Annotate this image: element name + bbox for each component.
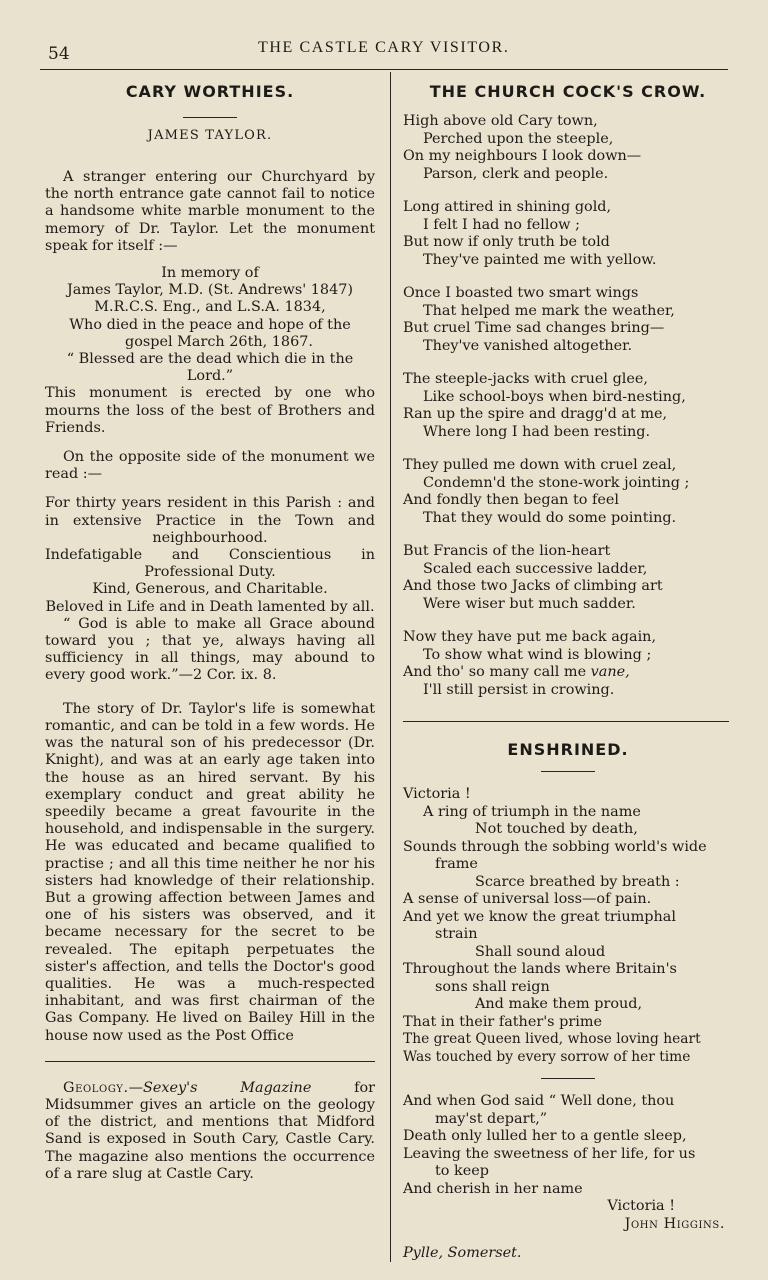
poem-stanza [403,457,733,527]
poem-line: Where long I had been resting. [423,423,651,440]
epitaph-line: In memory of [161,265,259,282]
poem-line: Scarce breathed by breath : [475,873,680,890]
poem-line: Scaled each successive ladder, [423,560,648,577]
epitaph-line: “ Blessed are the dead which die in the Lord.” [66,351,354,385]
enshrined-poem-part2 [403,1093,733,1233]
poem-line: Death only lulled her to a gentle sleep, [403,1128,687,1144]
section-rule [403,721,729,722]
intro-paragraph: A stranger entering our Churchyard by the north entrance gate cannot fail to notice a handsome white marble monument to the memory of Dr. Taylor. Let the monument speak for itself :— [45,169,375,254]
epitaph-line: This monument is erected by one who mourns the loss of the best of Brothers and Friends. [45,385,375,436]
poem-line: Not touched by death, [475,821,638,837]
poem-line: That in their father's prime [403,1013,602,1030]
left-column [45,82,375,1183]
epitaph-back [45,495,375,684]
poem-line: Once I boasted two smart wings [403,285,639,301]
running-title: THE CASTLE CARY VISITOR. [258,39,510,56]
section-title-cary-worthies: CARY WORTHIES. [125,82,295,101]
poem-line: That helped me mark the weather, [423,302,675,319]
poem-title-church-cock: THE CHURCH COCK'S CROW. [429,82,707,101]
poem-line: strain [435,926,478,942]
article-subtitle: JAMES TAYLOR. [147,128,273,143]
section-rule [45,1061,375,1062]
poem-line: Perched upon the steeple, [423,130,614,147]
poem-line: Parson, clerk and people. [423,165,609,182]
epitaph-line: Who died in the peace and hope of the gospel March 26th, 1867. [69,316,351,350]
epitaph-line: For thirty years resident in this Parish : and in extensive Practice in the Town and neighbourhood. [45,495,375,546]
poem-stanza [403,285,733,355]
poem-line: A sense of universal loss—of pain. [403,891,652,907]
epitaph-scripture: “ God is able to make all Grace abound toward you ; that ye, always having all sufficiency in all things, may abound to every good work.”—2 Cor. ix. 8. [45,615,375,684]
epitaph-line: James Taylor, M.D. (St. Andrews' 1847) [67,282,353,299]
poem-line: Leaving the sweetness of her life, for us [403,1145,696,1162]
geology-paragraph [45,1080,375,1183]
epitaph-line: M.R.C.S. Eng., and L.S.A. 1834, [94,299,326,316]
poem-line: sons shall reign [435,978,550,995]
poem-line: The great Queen lived, whose loving heart [403,1031,701,1047]
poem-line: On my neighbours I look down— [403,148,642,164]
story-paragraph: The story of Dr. Taylor's life is somewhat romantic, and can be told in a few words. He was the natural son of his predecessor (Dr. Knight), and was at an early age taken into the house as an hired servant. By his exemplary conduct and great ability he speedily became a great favourite in the household, and indispensable in the surgery. He was educated and became qualified to practise ; and all this time neither he nor his sisters had knowledge of their relationship. But a growing affection between James and one of his sisters was observed, and it became necessary for the secret to be revealed. The epitaph perpetuates the sister's affection, and tells the Doctor's good qualities. He was a much-respected inhabitant, and was first chairman of the Gas Company. He lived on Bailey Hill in the house now used as the Post Office [45,700,375,1044]
poem-line-text: And tho' so many call me [403,664,591,680]
poem-stanza-last [403,629,733,699]
poem-line: And those two Jacks of climbing art [403,578,663,594]
poem-line: to keep [435,1163,489,1179]
poem-line: And make them proud, [475,996,643,1012]
poem-line: They've painted me with yellow. [423,251,657,268]
right-column [403,82,733,1263]
poem-line: Ran up the spire and dragg'd at me, [403,406,668,422]
poem-line: Sounds through the sobbing world's wide [403,838,707,855]
poem-title-enshrined: ENSHRINED. [507,740,629,759]
poem-line: Long attired in shining gold, [403,199,612,215]
poem-line: may'st depart,” [435,1110,548,1127]
epitaph-line: Beloved in Life and in Death lamented by all. [45,598,375,615]
epitaph-line: Indefatigable and Conscientious in Professional Duty. [45,547,375,581]
stanza-rule [541,1078,595,1079]
poem-line: And fondly then began to feel [403,492,619,508]
epitaph-line: Kind, Generous, and Charitable. [92,581,328,598]
poem-line: And yet we know the great triumphal [403,908,676,925]
poem-line: Was touched by every sorrow of her time [403,1048,691,1065]
poem-line [403,664,733,682]
poem-line: But Francis of the lion-heart [403,543,611,559]
poem-line: Victoria ! [607,1198,675,1214]
poem-line: Condemn'd the stone-work jointing ; [423,474,690,491]
poem-line: And cherish in her name [403,1180,583,1197]
poem-line: But cruel Time sad changes bring— [403,320,665,336]
poem-line: I felt I had no fellow ; [423,216,580,233]
geology-text: for Midsummer gives an article on the geology of the district, and mentions that Midford Sand is exposed in South Cary, Castle Cary. The magazine also mentions the occurrence of a rare slug at Castle Cary. [45,1079,375,1182]
poem-line: Shall sound aloud [475,943,606,960]
poem-line: But now if only truth be told [403,234,610,250]
poem-line: Victoria ! [403,786,471,802]
poem-line: I'll still persist in crowing. [423,681,615,698]
magazine-name: Sexey's Magazine [143,1079,312,1096]
geology-dash: — [128,1079,144,1096]
enshrined-poem [403,786,733,1066]
poem-line: The steeple-jacks with cruel glee, [403,371,648,387]
column-divider [390,72,391,1262]
poem-line: Were wiser but much sadder. [423,595,636,612]
poem-stanzas [403,113,733,613]
poem-line: frame [435,856,478,872]
poem-line: That they would do some pointing. [423,509,677,526]
epitaph-front [45,265,375,437]
opposite-paragraph: On the opposite side of the monument we read :— [45,449,375,483]
poem-line: They've vanished altogether. [423,337,633,354]
poem-stanza [403,113,733,183]
page-header [40,34,740,64]
author-place: Pylle, Somerset. [403,1245,522,1261]
title-rule [183,117,237,118]
poem-line: They pulled me down with cruel zeal, [403,457,677,473]
page-number: 54 [48,44,70,64]
poem-line: To show what wind is blowing ; [423,646,652,663]
poem-line: Now they have put me back again, [403,629,657,645]
poem-line: And when God said “ Well done, thou [403,1093,675,1109]
poem-line: Like school-boys when bird-nesting, [423,388,686,405]
geology-label: Geology. [63,1079,129,1096]
poem-stanza [403,543,733,613]
poem-line: A ring of triumph in the name [423,803,641,820]
poem-stanza [403,199,733,269]
poem-italic-word: vane, [590,664,630,680]
poem-author: John Higgins. [624,1215,725,1232]
title-rule [541,771,595,772]
header-rule [40,69,728,70]
poem-stanza [403,371,733,441]
poem-line: Throughout the lands where Britain's [403,961,677,977]
poem-line: High above old Cary town, [403,113,598,129]
